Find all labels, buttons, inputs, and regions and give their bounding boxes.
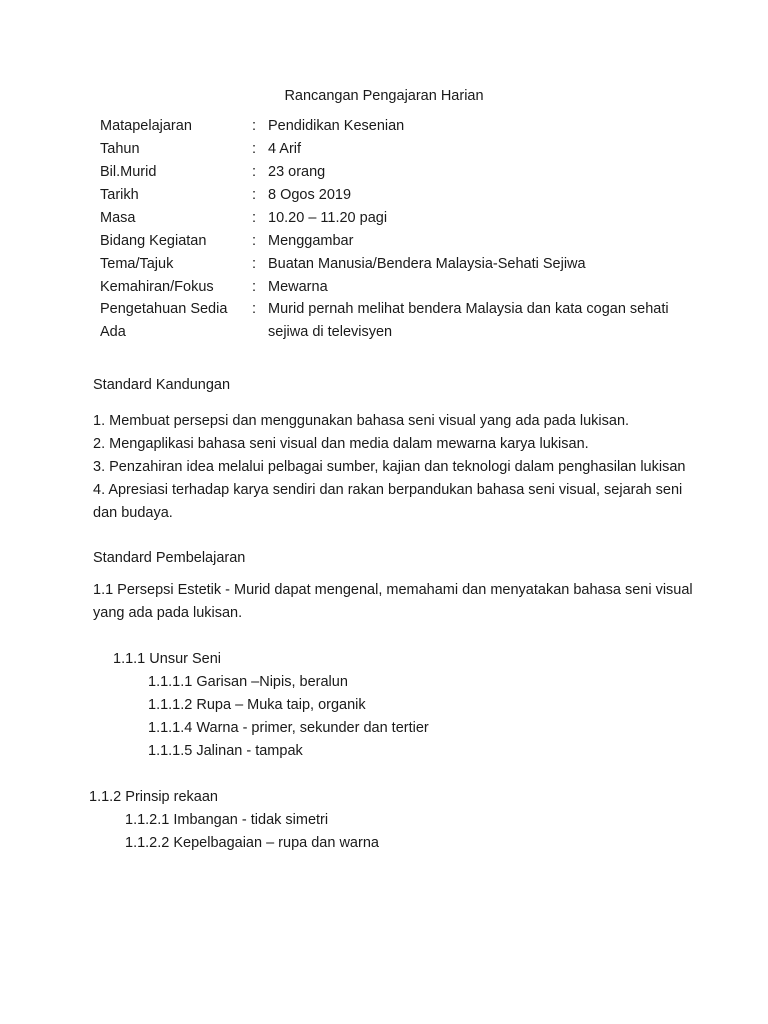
info-row-bil-murid	[100, 162, 680, 185]
info-value: Mewarna	[268, 279, 328, 295]
info-colon: :	[252, 301, 257, 317]
info-label-line2: Ada	[100, 324, 126, 340]
info-row-tahun	[100, 139, 680, 162]
info-value-line2: sejiwa di televisyen	[268, 324, 393, 340]
kandungan-item-continuation: dan budaya.	[93, 505, 173, 521]
info-colon: :	[252, 164, 257, 180]
kandungan-item: 1. Membuat persepsi dan menggunakan bahasa seni visual yang ada pada lukisan.	[93, 413, 630, 429]
info-colon: :	[252, 279, 257, 295]
info-colon: :	[252, 256, 257, 272]
pembelajaran-intro-line1: 1.1 Persepsi Estetik - Murid dapat mengenal, memahami dan menyatakan bahasa seni visual	[93, 582, 693, 598]
info-row-matapelajaran	[100, 116, 680, 139]
unsur-seni-item: 1.1.1.5 Jalinan - tampak	[148, 743, 303, 759]
info-colon: :	[252, 118, 257, 134]
info-value: 23 orang	[268, 164, 326, 180]
info-row-tema-tajuk	[100, 254, 680, 277]
info-value: 4 Arif	[268, 141, 302, 157]
info-value: Pendidikan Kesenian	[268, 118, 405, 134]
section-heading-standard-kandungan: Standard Kandungan	[93, 377, 231, 393]
info-value: 10.20 – 11.20 pagi	[268, 210, 388, 226]
unsur-seni-item: 1.1.1.4 Warna - primer, sekunder dan tertier	[148, 720, 429, 736]
info-value	[268, 298, 678, 344]
kandungan-item: 3. Penzahiran idea melalui pelbagai sumber, kajian dan teknologi dalam penghasilan lukisan	[93, 459, 686, 475]
info-row-bidang-kegiatan	[100, 231, 680, 254]
info-row-tarikh	[100, 185, 680, 208]
info-colon: :	[252, 187, 257, 203]
prinsip-rekaan-item: 1.1.2.1 Imbangan - tidak simetri	[125, 812, 329, 828]
info-value-line1: Murid pernah melihat bendera Malaysia dan kata cogan sehati	[268, 301, 669, 317]
info-label	[100, 298, 238, 344]
info-value: 8 Ogos 2019	[268, 187, 352, 203]
info-label: Tarikh	[100, 187, 139, 203]
info-label: Tema/Tajuk	[100, 256, 174, 272]
info-label: Bil.Murid	[100, 164, 157, 180]
kandungan-item: 4. Apresiasi terhadap karya sendiri dan rakan berpandukan bahasa seni visual, sejarah seni	[93, 482, 683, 498]
info-value: Buatan Manusia/Bendera Malaysia-Sehati Sejiwa	[268, 256, 586, 272]
info-label: Tahun	[100, 141, 140, 157]
info-row-pengetahuan-sedia-ada	[100, 298, 680, 344]
info-colon: :	[252, 210, 257, 226]
info-row-kemahiran-fokus	[100, 277, 680, 300]
info-label-word: Pengetahuan	[100, 301, 187, 317]
pembelajaran-intro-line2: yang ada pada lukisan.	[93, 605, 243, 621]
section-heading-standard-pembelajaran: Standard Pembelajaran	[93, 550, 246, 566]
unsur-seni-heading: 1.1.1 Unsur Seni	[113, 651, 222, 667]
document-title: Rancangan Pengajaran Harian	[284, 88, 484, 104]
info-label: Kemahiran/Fokus	[100, 279, 214, 295]
info-colon: :	[252, 233, 257, 249]
info-label: Matapelajaran	[100, 118, 192, 134]
info-label: Bidang Kegiatan	[100, 233, 207, 249]
prinsip-rekaan-item: 1.1.2.2 Kepelbagaian – rupa dan warna	[125, 835, 379, 851]
info-label-word: Sedia	[190, 301, 228, 317]
info-row-masa	[100, 208, 680, 231]
prinsip-rekaan-heading: 1.1.2 Prinsip rekaan	[89, 789, 218, 805]
info-colon: :	[252, 141, 257, 157]
info-value: Menggambar	[268, 233, 354, 249]
unsur-seni-item: 1.1.1.2 Rupa – Muka taip, organik	[148, 697, 366, 713]
unsur-seni-item: 1.1.1.1 Garisan –Nipis, beralun	[148, 674, 348, 690]
kandungan-item: 2. Mengaplikasi bahasa seni visual dan media dalam mewarna karya lukisan.	[93, 436, 589, 452]
info-label: Masa	[100, 210, 136, 226]
